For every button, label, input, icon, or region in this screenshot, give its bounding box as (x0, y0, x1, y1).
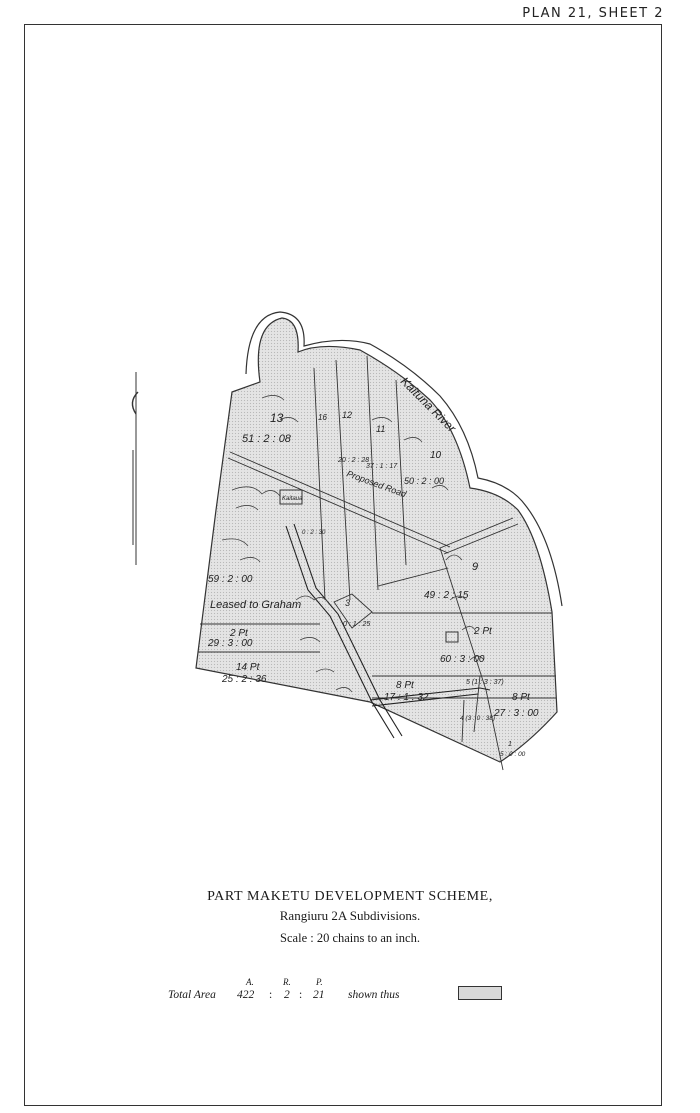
lot-2pt-east-id: 2 Pt (474, 626, 492, 637)
total-acres: 422 (237, 989, 255, 1001)
lot-4-label: 4 (3 : 0 : 38) (460, 715, 496, 722)
unit-acres: A. (246, 977, 254, 987)
lot-14pt-id: 14 Pt (236, 662, 260, 673)
total-perches: 21 (313, 989, 325, 1001)
unit-roods: R. (283, 977, 291, 987)
plan-subtitle: Rangiuru 2A Subdivisions. (279, 908, 421, 923)
lot-1-area: 5 : 0 : 00 (500, 751, 526, 758)
north-arrow-icon (132, 372, 138, 565)
lot-8pt-east-id: 8 Pt (512, 692, 530, 703)
lot-11-area: 37 : 1 : 17 (366, 463, 398, 470)
plan-title: PART MAKETU DEVELOPMENT SCHEME, (207, 889, 493, 904)
river-label: Kaituna River (397, 374, 459, 436)
lot-8pt-east-area: 27 : 3 : 00 (494, 708, 539, 719)
lot-1-id: 1 (508, 741, 512, 748)
lease-note: Leased to Graham (210, 599, 302, 611)
lot-10-area: 50 : 2 : 00 (404, 476, 445, 486)
small-lot-area: 0 : 2 : 30 (302, 530, 326, 536)
lot-14pt-area: 25 : 2 : 36 (222, 674, 267, 685)
lot-8pt-west-id: 8 Pt (396, 680, 414, 691)
sep-1: : (269, 989, 273, 1001)
unit-perches: P. (316, 977, 323, 987)
lot-2pt-east-area: 60 : 3 : 00 (440, 654, 485, 665)
lot-13-area: 51 : 2 : 08 (242, 433, 291, 445)
lot-5-label: 5 (1 : 3 : 37) (466, 679, 504, 686)
total-area-label: Total Area (168, 989, 216, 1001)
total-roods: 2 (284, 989, 290, 1001)
plan-scale: Scale : 20 chains to an inch. (280, 931, 420, 945)
lot-13-id: 13 (270, 411, 284, 425)
lot-2pt-west-id: 2 Pt (230, 628, 248, 639)
sep-2: : (299, 989, 303, 1001)
lot-2pt-west-area: 29 : 3 : 00 (208, 638, 253, 649)
plan-sheet-id: PLAN 21, SHEET 2 (522, 6, 664, 21)
lot-3-id: 3 (345, 598, 351, 608)
lot-9-area: 49 : 2 : 15 (424, 590, 469, 601)
lot-11-id: 11 (376, 424, 386, 434)
proposed-road-label: Proposed Road (345, 468, 408, 500)
lot-10-id: 10 (430, 450, 442, 461)
lot-16-id: 16 (318, 413, 327, 422)
legend-text: shown thus (348, 989, 400, 1001)
lot-59-area: 59 : 2 : 00 (208, 574, 253, 585)
legend-swatch (458, 986, 502, 1000)
lot-9-id: 9 (472, 561, 479, 573)
lot-8pt-west-area: 17 : 1 : 32 (384, 692, 429, 703)
school-label: Kaitaua (282, 496, 303, 502)
lot-12-id: 12 (342, 410, 353, 420)
lot-12-area: 20 : 2 : 28 (338, 457, 370, 464)
scheme-area (196, 318, 557, 762)
lot-3-area: 0 : 1 : 25 (343, 621, 371, 628)
